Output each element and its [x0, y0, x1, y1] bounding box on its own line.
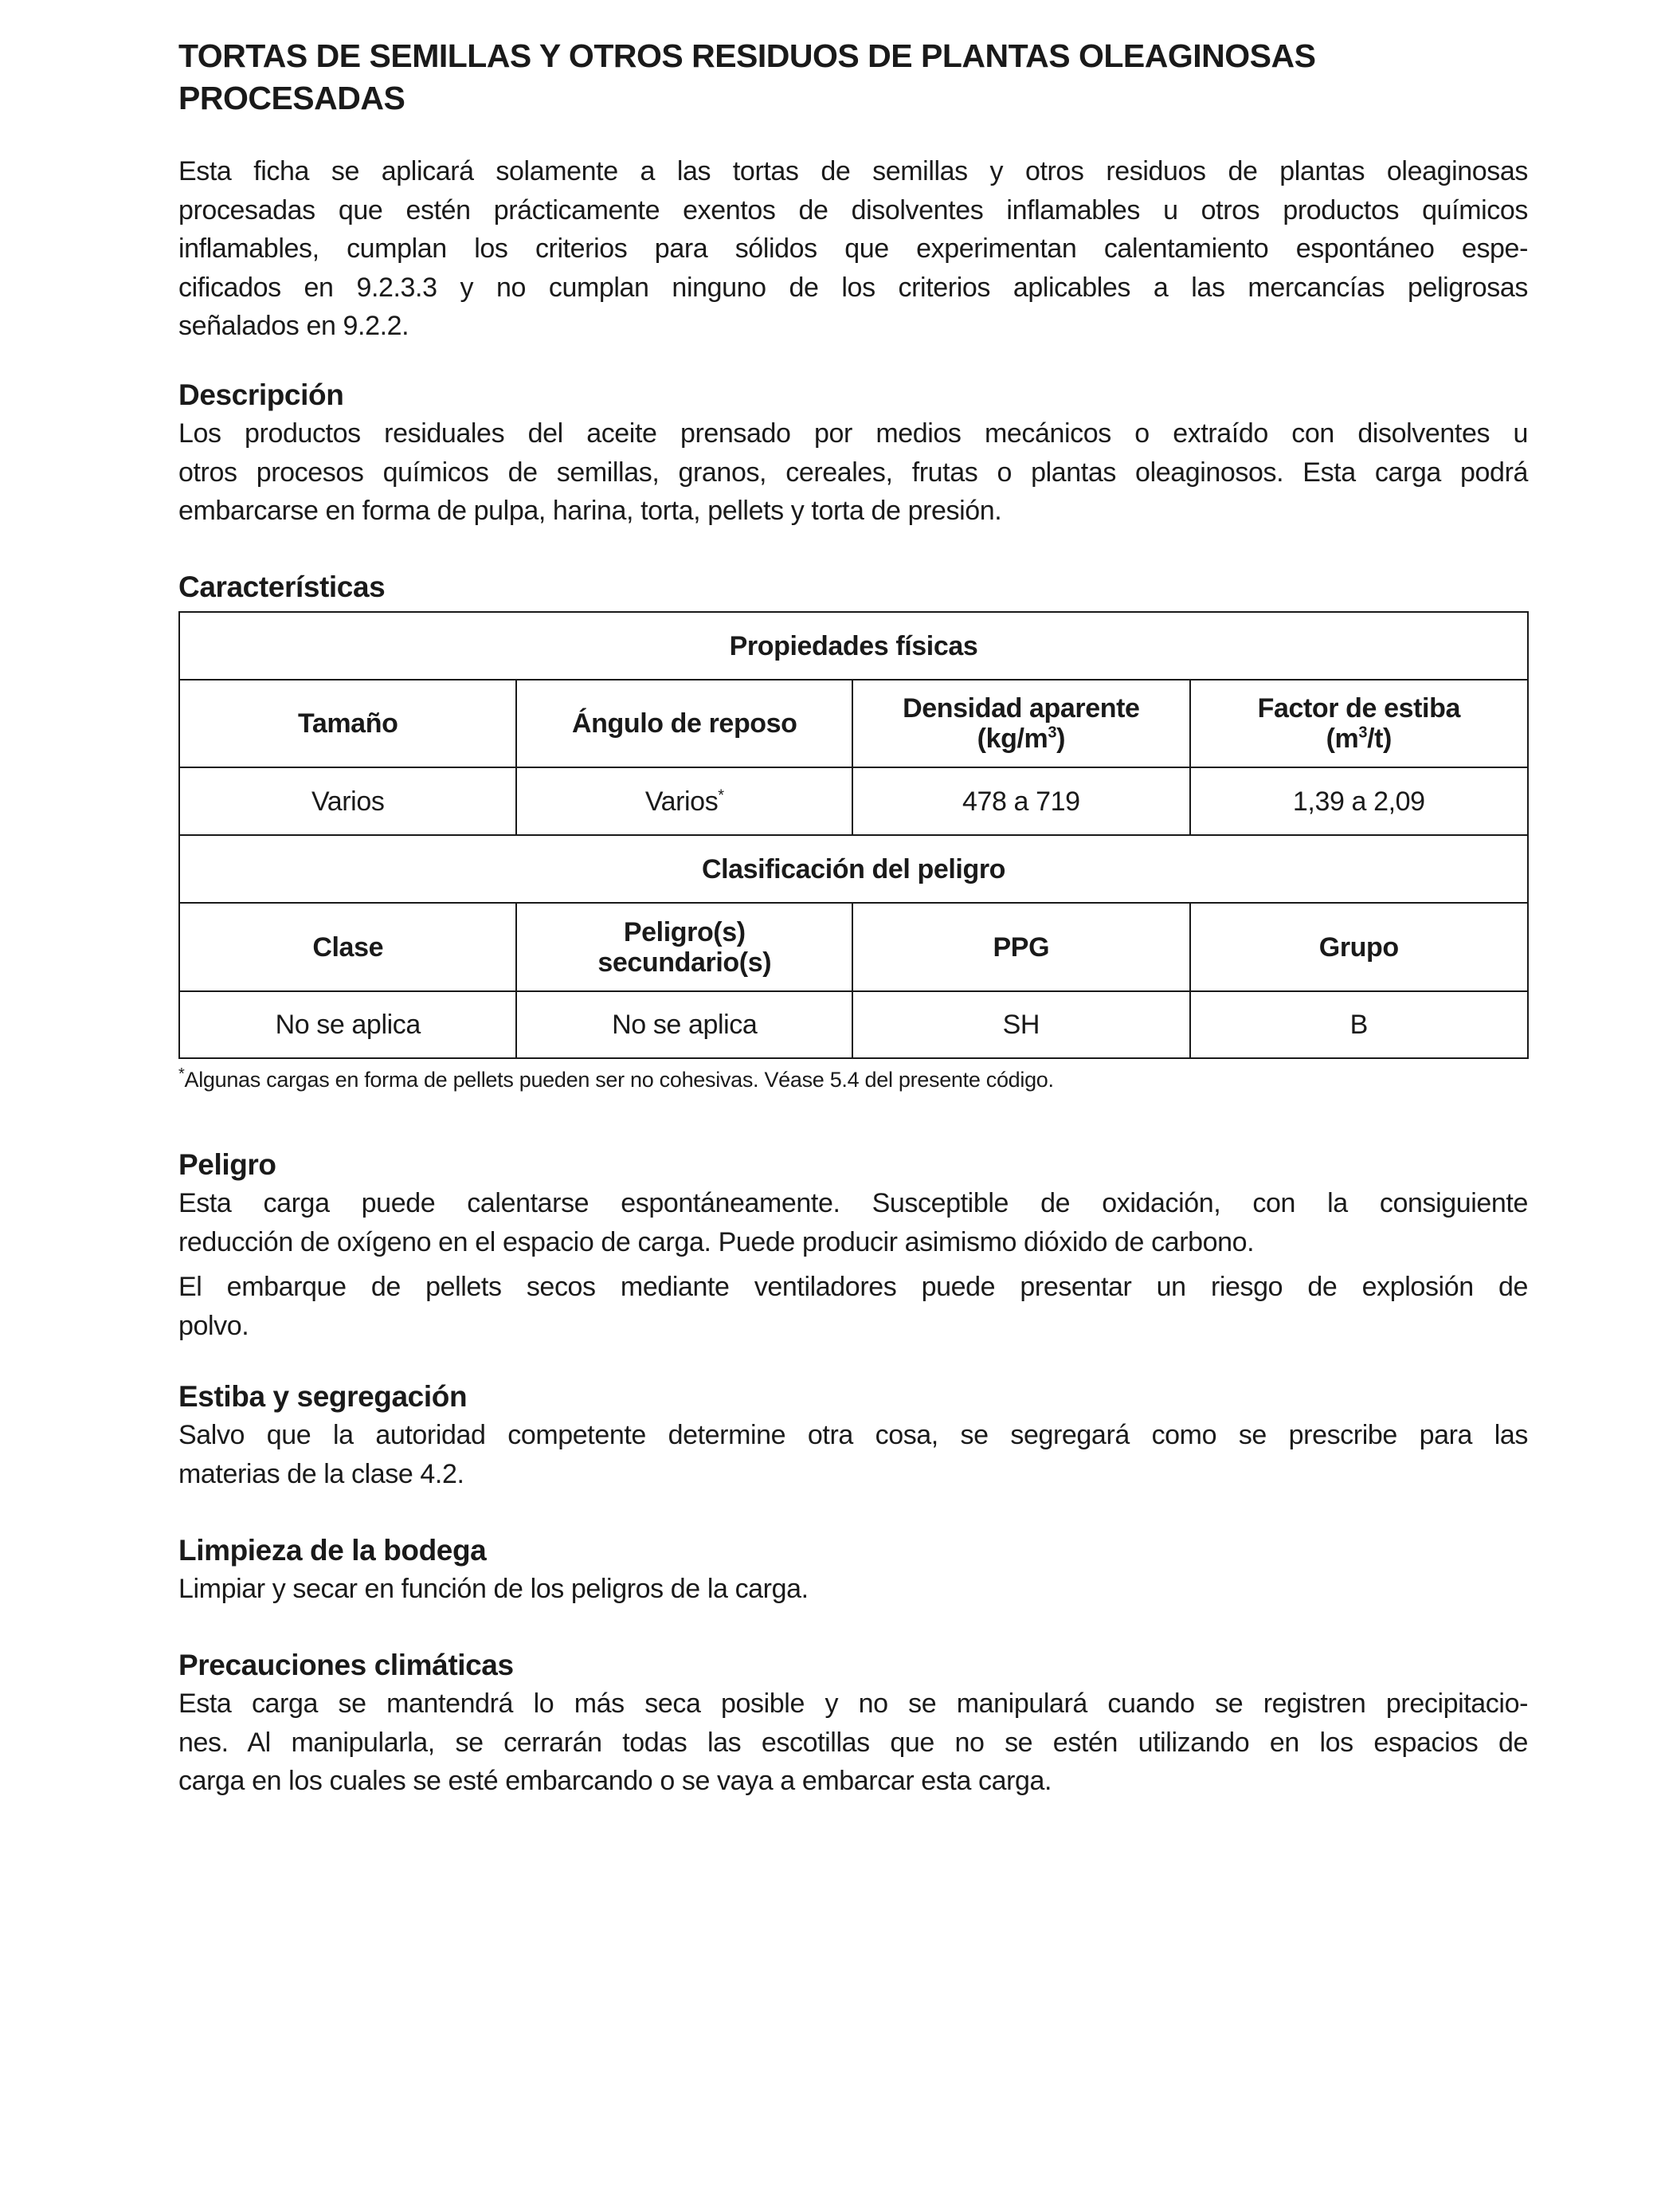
superscript: 3 [1358, 724, 1368, 742]
text-line: nes. Al manipularla, se cerrarán todas las escotillas que no se estén utilizando en los espacios de [178, 1727, 1528, 1758]
section-heading: Peligro [178, 1148, 276, 1181]
hazard-classification-title: Clasificación del peligro [179, 835, 1528, 903]
text-line: procesadas que estén prácticamente exentos de disolventes inflamables u otros productos químicos [178, 194, 1528, 226]
characteristics-table [178, 611, 1529, 1059]
unit-text: (kg/m [977, 724, 1048, 754]
text-line: otros procesos químicos de semillas, granos, cereales, frutas o plantas oleaginosos. Esta carga podrá [178, 457, 1528, 488]
intro-paragraph [178, 152, 1528, 346]
superscript: 3 [1048, 724, 1057, 742]
text-line: Limpiar y secar en función de los peligros de la carga. [178, 1574, 809, 1604]
unit-text: /t) [1367, 724, 1392, 754]
text-line: Esta carga se mantendrá lo más seca posible y no se manipulará cuando se registren precipitacio- [178, 1688, 1528, 1719]
value-peligros-secundarios: No se aplica [516, 991, 852, 1058]
value-clase: No se aplica [179, 991, 516, 1058]
value-grupo: B [1190, 991, 1528, 1058]
text-line: inflamables, cumplan los criterios para sólidos que experimentan calentamiento espontáneo espe- [178, 233, 1528, 264]
header-ppg: PPG [852, 903, 1190, 991]
footnote-text: Algunas cargas en forma de pellets pueden ser no cohesivas. Véase 5.4 del presente código. [184, 1068, 1054, 1092]
header-tamano: Tamaño [179, 680, 516, 767]
physical-properties-title: Propiedades físicas [179, 612, 1528, 680]
page-title [178, 35, 1528, 120]
text-line: Esta ficha se aplicará solamente a las tortas de semillas y otros residuos de plantas oleaginosas [178, 156, 1528, 186]
header-text: Densidad aparente [903, 693, 1140, 724]
section-heading: Limpieza de la bodega [178, 1534, 487, 1567]
text-line: polvo. [178, 1310, 249, 1341]
value-text: Varios [644, 786, 719, 817]
section-descripcion [178, 376, 1528, 531]
header-text: Peligro(s) [623, 916, 746, 947]
text-line: carga en los cuales se esté embarcando o se vaya a embarcar esta carga. [178, 1766, 1052, 1796]
header-text: secundario(s) [597, 947, 772, 978]
text-line: señalados en 9.2.2. [178, 311, 409, 341]
header-angulo: Ángulo de reposo [516, 680, 852, 767]
text-line: Salvo que la autoridad competente determine otra cosa, se segregará como se prescribe para las [178, 1420, 1528, 1450]
section-heading: Estiba y segregación [178, 1380, 468, 1413]
text-line: reducción de oxígeno en el espacio de carga. Puede producir asimismo dióxido de carbono. [178, 1226, 1255, 1257]
text-line: El embarque de pellets secos mediante ventiladores puede presentar un riesgo de explosión de [178, 1272, 1528, 1302]
table-footnote [178, 1065, 1054, 1092]
value-factor-estiba: 1,39 a 2,09 [1190, 767, 1528, 835]
text-line: cificados en 9.2.3.3 y no cumplan ninguno de los criterios aplicables a las mercancías peligrosas [178, 272, 1528, 303]
section-precauciones [178, 1646, 1528, 1801]
text-line: Los productos residuales del aceite prensado por medios mecánicos o extraído con disolventes u [178, 418, 1528, 449]
footnote-mark: * [178, 1065, 185, 1083]
unit-text: ) [1056, 724, 1065, 754]
section-heading: Precauciones climáticas [178, 1649, 514, 1681]
section-estiba [178, 1378, 1528, 1493]
unit-text: (m [1326, 724, 1359, 754]
section-heading-caracteristicas: Características [178, 571, 386, 603]
header-peligros-secundarios [516, 903, 852, 991]
text-line: embarcarse en forma de pulpa, harina, torta, pellets y torta de presión. [178, 496, 1002, 526]
section-limpieza [178, 1532, 1528, 1609]
header-grupo: Grupo [1190, 903, 1528, 991]
header-densidad [852, 680, 1190, 767]
section-peligro [178, 1146, 1528, 1345]
header-factor-estiba [1190, 680, 1528, 767]
footnote-mark: * [718, 786, 724, 805]
text-line: Esta carga puede calentarse espontáneamente. Susceptible de oxidación, con la consiguiente [178, 1188, 1528, 1218]
value-densidad: 478 a 719 [852, 767, 1190, 835]
header-clase: Clase [179, 903, 516, 991]
value-tamano: Varios [179, 767, 516, 835]
section-heading: Descripción [178, 378, 344, 411]
title-line: PROCESADAS [178, 80, 405, 116]
title-line: TORTAS DE SEMILLAS Y OTROS RESIDUOS DE PLANTAS OLEAGINOSAS [178, 37, 1316, 74]
header-text: Factor de estiba [1257, 693, 1460, 724]
value-angulo [516, 767, 852, 835]
value-ppg: SH [852, 991, 1190, 1058]
text-line: materias de la clase 4.2. [178, 1458, 464, 1489]
